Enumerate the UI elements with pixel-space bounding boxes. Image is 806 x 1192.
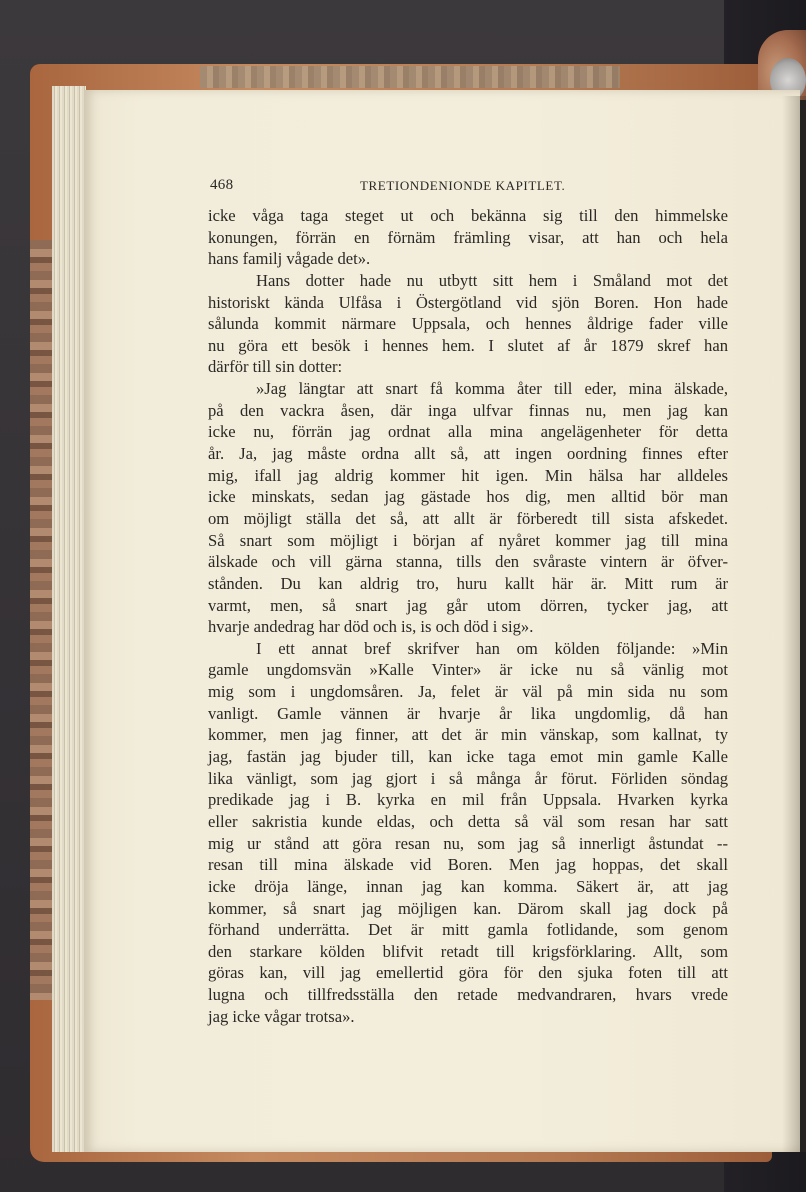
page-number: 468: [210, 177, 234, 193]
page-header: [210, 177, 730, 197]
text-line: lugna och tillfredsställa den retade medvandraren, hvars vrede: [208, 985, 728, 1005]
text-line: om möjligt ställa det så, att allt är förberedt till sista afskedet.: [208, 508, 728, 528]
text-line: »Jag längtar att snart få komma åter till eder, mina älskade,: [256, 379, 728, 399]
page-stack-edges: [52, 86, 86, 1152]
text-line: I ett annat bref skrifver han om kölden följande: »Min: [256, 638, 728, 658]
text-line: lika vänligt, som jag gjort i så många år förut. Förliden söndag: [208, 768, 728, 788]
text-line: historiskt kända Ulfåsa i Östergötland vid sjön Boren. Hon hade: [208, 292, 728, 312]
marbled-page-edge: [30, 240, 54, 1000]
text-line: eller sakristia kunde eldas, och detta så väl som resan har satt: [208, 811, 728, 831]
text-line: icke våga taga steget ut och bekänna sig till den himmelske: [208, 206, 728, 225]
text-line: älskade och vill gärna stanna, tills den svåraste vintern är öfver-: [208, 552, 728, 572]
text-line: år. Ja, jag måste ordna allt så, att ingen oordning finnes efter: [208, 444, 728, 464]
text-line: icke dröja länge, innan jag kan komma. Säkert är, att jag: [208, 876, 728, 896]
text-line: Hans dotter hade nu utbytt sitt hem i Småland mot det: [256, 270, 728, 290]
text-line: jag icke vågar trotsa».: [208, 1006, 355, 1026]
cover-top-edge: [200, 66, 620, 88]
text-line: vanligt. Gamle vännen är hvarje år lika ungdomlig, då han: [208, 703, 728, 723]
text-line: förhand underrätta. Det är mitt gamla fotlidande, som genom: [208, 920, 728, 940]
text-line: Så snart som möjligt i början af nyåret kommer jag till mina: [208, 530, 728, 550]
text-line: mig, ifall jag aldrig kommer hit igen. Min hälsa har alldeles: [208, 465, 728, 485]
text-line: stånden. Du kan aldrig tro, huru kallt här är. Mitt rum är: [208, 573, 728, 593]
text-line: mig ur stånd att göra resan nu, som jag så innerligt åstundat --: [208, 833, 728, 853]
text-line: gamle ungdomsvän »Kalle Vinter» är icke nu så vänlig mot: [208, 660, 728, 680]
text-line: hvarje andedrag har död och is, is och död i sig».: [208, 617, 534, 637]
text-line: icke minskats, sedan jag gästade hos dig, men alltid bör man: [208, 487, 728, 507]
text-line: sålunda kommit närmare Uppsala, och hennes åldrige fader ville: [208, 314, 728, 334]
text-line: nu göra ett besök i hennes hem. I slutet af år 1879 skref han: [208, 335, 728, 355]
text-line: resan till mina älskade vid Boren. Men jag hoppas, det skall: [208, 855, 728, 875]
text-line: jag, fastän jag bjuder till, kan icke taga emot min gamle Kalle: [208, 747, 728, 767]
running-head: TRETIONDENIONDE KAPITLET.: [360, 178, 566, 193]
text-line: göras kan, vill jag emellertid göra för den sjuka foten till att: [208, 963, 728, 983]
text-line: mig som i ungdomsåren. Ja, felet är väl på min sida nu som: [208, 682, 728, 702]
text-line: kommer, så snart jag möjligen kan. Därom skall jag dock på: [208, 898, 728, 918]
text-line: konungen, förrän en förnäm främling visar, att han och hela: [208, 227, 728, 247]
text-line: predikade jag i B. kyrka en mil från Uppsala. Hvarken kyrka: [208, 790, 728, 810]
text-line: icke nu, förrän jag ordnat alla mina angelägenheter för detta: [208, 422, 728, 442]
text-line: kommer, men jag finner, att det är min vänskap, som kallnat, ty: [208, 725, 728, 745]
text-line: den starkare kölden blifvit retadt till krigsförklaring. Allt, som: [208, 941, 728, 961]
page-gutter-shadow: [782, 96, 806, 1152]
text-line: därför till sin dotter:: [208, 357, 343, 377]
body-text: [208, 205, 728, 1027]
text-line: varmt, men, så snart jag går utom dörren, tycker jag, att: [208, 595, 728, 615]
text-line: hans familj vågade det».: [208, 249, 371, 269]
text-line: på den vackra åsen, där inga ulfvar finnas nu, men jag kan: [208, 400, 728, 420]
